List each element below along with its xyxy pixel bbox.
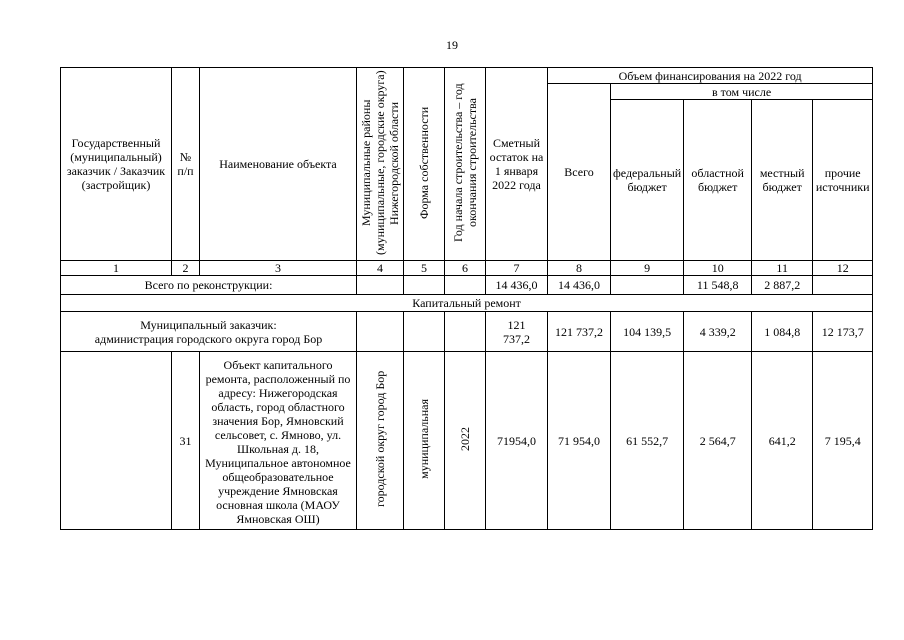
reconstruction-regional: 11 548,8 xyxy=(684,276,752,295)
section-title: Капитальный ремонт xyxy=(61,295,873,312)
object-local: 641,2 xyxy=(752,352,813,530)
object-ownership-text: муниципальная xyxy=(417,399,431,479)
empty-cell xyxy=(357,312,404,352)
header-including: в том числе xyxy=(611,84,873,100)
col-number: 5 xyxy=(404,261,445,276)
customer-label-line1: Муниципальный заказчик: xyxy=(140,317,277,332)
object-ownership xyxy=(404,352,445,530)
object-federal: 61 552,7 xyxy=(611,352,684,530)
section-row xyxy=(61,295,873,312)
reconstruction-total: 14 436,0 xyxy=(548,276,611,295)
object-district-text: городской округ город Бор xyxy=(373,370,387,508)
object-num: 31 xyxy=(172,352,200,530)
header-local: местный бюджет xyxy=(752,100,813,261)
customer-estimate xyxy=(486,312,548,352)
col-number: 4 xyxy=(357,261,404,276)
empty-cell xyxy=(357,276,404,295)
object-total: 71 954,0 xyxy=(548,352,611,530)
empty-cell xyxy=(404,276,445,295)
customer-label-line2: администрация городского округа город Бор xyxy=(94,331,323,346)
header-estimate: Сметный остаток на 1 января 2022 года xyxy=(486,68,548,261)
reconstruction-total-row xyxy=(61,276,873,295)
empty-cell xyxy=(61,352,172,530)
header-federal: федеральный бюджет xyxy=(611,100,684,261)
reconstruction-estimate: 14 436,0 xyxy=(486,276,548,295)
header-districts-text: Муниципальные районы (муниципальные, городские округа) Нижегородской области xyxy=(359,70,401,255)
reconstruction-total-label: Всего по реконструкции: xyxy=(61,276,357,295)
object-district xyxy=(357,352,404,530)
page-number: 19 xyxy=(446,38,458,52)
col-number: 3 xyxy=(200,261,357,276)
header-ownership xyxy=(404,68,445,261)
col-number: 6 xyxy=(445,261,486,276)
header-districts xyxy=(357,68,404,261)
empty-cell xyxy=(445,312,486,352)
object-row xyxy=(61,352,873,530)
header-funding-title: Объем финансирования на 2022 год xyxy=(548,68,873,84)
col-number: 11 xyxy=(752,261,813,276)
customer-local: 1 084,8 xyxy=(752,312,813,352)
header-years xyxy=(445,68,486,261)
customer-federal: 104 139,5 xyxy=(611,312,684,352)
object-name: Объект капитального ремонта, расположенный по адресу: Нижегородская область, город областного значения Бор, Ямновский сельсовет, с. Ямново, ул. Школьная д. 18, Муниципальное автономное общеобразовательное учреждение Ямновская основная школа (МАОУ Ямновская ОШ) xyxy=(200,352,357,530)
col-number: 10 xyxy=(684,261,752,276)
col-number: 9 xyxy=(611,261,684,276)
header-total: Всего xyxy=(548,84,611,261)
reconstruction-local: 2 887,2 xyxy=(752,276,813,295)
customer-regional: 4 339,2 xyxy=(684,312,752,352)
col-number: 12 xyxy=(813,261,873,276)
col-number: 1 xyxy=(61,261,172,276)
reconstruction-federal xyxy=(611,276,684,295)
col-number: 7 xyxy=(486,261,548,276)
header-other: прочие источники xyxy=(813,100,873,261)
header-num: № п/п xyxy=(172,68,200,261)
object-year-text: 2022 xyxy=(458,427,472,451)
customer-row xyxy=(61,312,873,352)
reconstruction-other xyxy=(813,276,873,295)
header-years-text: Год начала строительства – год окончания строительства xyxy=(451,83,479,242)
header-regional: областной бюджет xyxy=(684,100,752,261)
header-object-name: Наименование объекта xyxy=(200,68,357,261)
customer-estimate-value: 121 737,2 xyxy=(503,317,530,346)
object-estimate: 71954,0 xyxy=(486,352,548,530)
customer-total: 121 737,2 xyxy=(548,312,611,352)
col-number: 8 xyxy=(548,261,611,276)
object-other: 7 195,4 xyxy=(813,352,873,530)
empty-cell xyxy=(445,276,486,295)
customer-other: 12 173,7 xyxy=(813,312,873,352)
financing-table xyxy=(60,67,873,530)
customer-label xyxy=(61,312,357,352)
column-number-row xyxy=(61,261,873,276)
object-regional: 2 564,7 xyxy=(684,352,752,530)
object-year xyxy=(445,352,486,530)
col-number: 2 xyxy=(172,261,200,276)
header-customer: Государственный (муниципальный) заказчик / Заказчик (застройщик) xyxy=(61,68,172,261)
header-ownership-text: Форма собственности xyxy=(417,106,431,219)
empty-cell xyxy=(404,312,445,352)
